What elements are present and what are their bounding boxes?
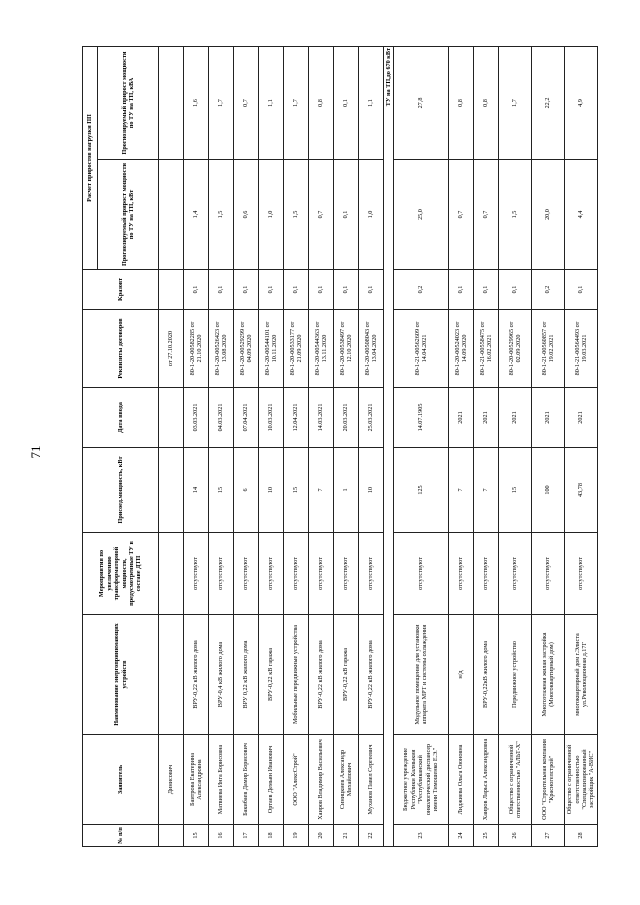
cell-num: 22 xyxy=(359,825,384,847)
cell-growth-kva: 1,7 xyxy=(499,46,532,159)
rotated-table-container xyxy=(82,47,596,847)
table-row xyxy=(474,46,499,846)
cell-growth-kw: 1,5 xyxy=(209,160,234,270)
page-number: 71 xyxy=(28,445,43,459)
table-row xyxy=(334,46,359,846)
cell-applicant: Общество с ограниченной ответственностью "АЛЬТ-Х" xyxy=(499,735,532,825)
cell-contract: 80-1-20-00529299 от 04.09.2020 xyxy=(234,310,259,388)
cell-growth-kva: 4,9 xyxy=(565,46,598,159)
cell-num: 25 xyxy=(474,825,499,847)
cell-contract: 80-1-20-00524023 от 14.09.2020 xyxy=(449,310,474,388)
cell-device: ВРУ 0,22 кВ жилого дома xyxy=(234,615,259,735)
cell-k: 0,1 xyxy=(565,270,598,310)
cell-applicant: Бюджетное учреждение Республики Калмыкия "Республиканский онкологический диспансер имени Тимошенко Е.Э." xyxy=(394,735,449,825)
cell-growth-kva: 1,7 xyxy=(209,46,234,159)
cell-k: 0,1 xyxy=(234,270,259,310)
cell-measures: отсутствуют xyxy=(184,533,209,615)
cell-num: 19 xyxy=(284,825,309,847)
cell-growth-kw: 4,4 xyxy=(565,160,598,270)
cell-growth-kw: 25,0 xyxy=(394,160,449,270)
table-row xyxy=(394,46,449,846)
cell-date: 04.03.2021 xyxy=(209,388,234,448)
cell-growth-kw: 0,6 xyxy=(234,160,259,270)
cell-measures: отсутствуют xyxy=(359,533,384,615)
cell-power: 43,78 xyxy=(565,448,598,533)
cell-measures: отсутствуют xyxy=(532,533,565,615)
table-row xyxy=(209,46,234,846)
cell-k: 0,1 xyxy=(284,270,309,310)
table-row xyxy=(359,46,384,846)
cell-growth-kw: 0,7 xyxy=(449,160,474,270)
header-num: № п/п xyxy=(83,825,159,847)
cell-k: 0,2 xyxy=(532,270,565,310)
cell-num: 28 xyxy=(565,825,598,847)
cell-num: 18 xyxy=(259,825,284,847)
cell-growth-kw: 1,5 xyxy=(284,160,309,270)
cell-applicant: Муханов Павел Сергеевич xyxy=(359,735,384,825)
cell-growth-kva: 1,1 xyxy=(359,46,384,159)
cell-k: 0,1 xyxy=(209,270,234,310)
cell-applicant: Общество с ограниченной ответственностью "Специализированный застройщик "А-ВИС" xyxy=(565,735,598,825)
table-row xyxy=(184,46,209,846)
cell-date: 12.04.2021 xyxy=(284,388,309,448)
cell-measures: отсутствуют xyxy=(284,533,309,615)
cell-num: 20 xyxy=(309,825,334,847)
cell-date: 2021 xyxy=(499,388,532,448)
cell-device: ВРУ-0,4 кВ жилого дома xyxy=(209,615,234,735)
cell-applicant: Динисович xyxy=(159,735,184,825)
header-contract: Реквизиты договоров xyxy=(83,310,159,388)
cell-contract: 80-1-20-00538497 от 12.10.2020 xyxy=(334,310,359,388)
cell-date: 2021 xyxy=(565,388,598,448)
cell-date: 2021 xyxy=(449,388,474,448)
table-row-top xyxy=(159,46,184,846)
cell-contract: 80-1-20-00508043 от 13.04.2020 xyxy=(359,310,384,388)
cell-power: 7 xyxy=(474,448,499,533)
cell-date: 14.03.2021 xyxy=(309,388,334,448)
header-k: Kразовт xyxy=(83,270,159,310)
cell-measures: отсутствуют xyxy=(234,533,259,615)
header-calc-group: Расчет приростов нагрузки ПП xyxy=(83,46,98,269)
cell-date: 14.07.1905 xyxy=(394,388,449,448)
cell-growth-kva: 0,7 xyxy=(234,46,259,159)
cell-k: 0,1 xyxy=(309,270,334,310)
cell-contract: 80-1-20-00526423 от 13.08.2020 xyxy=(209,310,234,388)
cell-growth-kw: 1,0 xyxy=(359,160,384,270)
cell-contract: 80-1-21-00562609 от 14.04.2021 xyxy=(394,310,449,388)
cell-date: 03.03.2021 xyxy=(184,388,209,448)
cell-num: 21 xyxy=(334,825,359,847)
cell-contract: 80-1-20-00582285 от 21.10.2020 xyxy=(184,310,209,388)
cell-applicant: Хаиров Владимир Васильевич xyxy=(309,735,334,825)
cell-growth-kw: 0,1 xyxy=(334,160,359,270)
cell-growth-kw: 1,4 xyxy=(184,160,209,270)
cell-device: многоквартирный дом г.Элиста ул.Революционная д.17Г xyxy=(565,615,598,735)
table-row xyxy=(565,46,598,846)
cell-applicant: ООО "Строительная компания "Красногелстрой" xyxy=(532,735,565,825)
load-growth-table xyxy=(82,46,598,847)
cell-growth-kva: 0,1 xyxy=(334,46,359,159)
cell-applicant: Ортаев Демьян Иванович xyxy=(259,735,284,825)
cell-k: 0,1 xyxy=(449,270,474,310)
cell-power: 7 xyxy=(449,448,474,533)
cell-growth-kva: 27,8 xyxy=(394,46,449,159)
cell-power: 125 xyxy=(394,448,449,533)
cell-applicant: Хаиров Ларьса Александровна xyxy=(474,735,499,825)
table-row xyxy=(234,46,259,846)
cell-device: ВРУ-0,22 кВ жилого дома xyxy=(359,615,384,735)
cell-device: Многоэтажная жилая застройка (Многоквартирный дом) xyxy=(532,615,565,735)
cell-device: н/д xyxy=(449,615,474,735)
cell-k: 0,1 xyxy=(334,270,359,310)
cell-contract: 80-1-20-00529965 от 02.09.2020 xyxy=(499,310,532,388)
cell-num: 24 xyxy=(449,825,474,847)
cell-growth-kw: 1,5 xyxy=(499,160,532,270)
cell-applicant: Бакибаев Дамир Борисович xyxy=(234,735,259,825)
cell-applicant: Лиджиева Ольга Оюновна xyxy=(449,735,474,825)
cell-k: 0,2 xyxy=(394,270,449,310)
cell-num: 17 xyxy=(234,825,259,847)
cell-measures: отсутствуют xyxy=(334,533,359,615)
header-measures: Мероприятия по увеличению трансформаторной мощности, предусмотренные ТУ в составе ДТП xyxy=(83,533,159,615)
cell-contract: 80-1-20-00544363 от 13.11.2020 xyxy=(309,310,334,388)
cell-date: 07.04.2021 xyxy=(234,388,259,448)
header-applicant: Заявитель xyxy=(83,735,159,825)
table-row xyxy=(309,46,334,846)
section-row xyxy=(384,46,394,846)
cell-k: 0,1 xyxy=(474,270,499,310)
cell-growth-kw: 0,7 xyxy=(474,160,499,270)
cell-date: 20.03.2021 xyxy=(334,388,359,448)
section-label: ТУ на ТП,до 670 кВт xyxy=(384,46,394,846)
cell-measures: отсутствуют xyxy=(259,533,284,615)
cell-device: ВРУ-0,22 кВ гаража xyxy=(259,615,284,735)
cell-contract: от 27.10.2020 xyxy=(159,310,184,388)
cell-growth-kva: 1,1 xyxy=(259,46,284,159)
cell-applicant: Синицкиев Александр Михайлович xyxy=(334,735,359,825)
cell-date: 25.03.2021 xyxy=(359,388,384,448)
cell-power: 15 xyxy=(499,448,532,533)
cell-device: ВРУ-0,22 кВ жилого дома xyxy=(184,615,209,735)
cell-date: 2021 xyxy=(532,388,565,448)
cell-applicant: Матвиева Инга Борисовна xyxy=(209,735,234,825)
cell-measures: отсутствуют xyxy=(449,533,474,615)
cell-device: Мобильные передвижные устройства xyxy=(284,615,309,735)
cell-device: ВРУ-0,22 кВ жилого дома xyxy=(309,615,334,735)
cell-power: 100 xyxy=(532,448,565,533)
cell-date: 10.03.2021 xyxy=(259,388,284,448)
cell-date: 2021 xyxy=(474,388,499,448)
cell-power: 7 xyxy=(309,448,334,533)
header-growth-kw: Прогнозируемый прирост мощности по ТУ на ТП, кВт xyxy=(98,160,159,270)
cell-growth-kva: 0,8 xyxy=(309,46,334,159)
cell-power: 14 xyxy=(184,448,209,533)
cell-growth-kva: 1,6 xyxy=(184,46,209,159)
cell-growth-kva: 0,8 xyxy=(449,46,474,159)
table-row xyxy=(499,46,532,846)
cell-contract: 80-1-21-00560857 от 19.02.2021 xyxy=(532,310,565,388)
cell-power: 15 xyxy=(284,448,309,533)
cell-device: Передвижное устройство xyxy=(499,615,532,735)
cell-contract: 80-1-20-00533177 от 21.09.2020 xyxy=(284,310,309,388)
cell-k: 0,1 xyxy=(359,270,384,310)
cell-contract: 80-1-20-00544101 от 10.11.2020 xyxy=(259,310,284,388)
header-date: Дата ввода xyxy=(83,388,159,448)
header-growth-kva: Прогнозируемый прирост мощности по ТУ на ТП, кВА xyxy=(98,46,159,159)
cell-num: 27 xyxy=(532,825,565,847)
cell-power: 10 xyxy=(259,448,284,533)
cell-power: 15 xyxy=(209,448,234,533)
cell-growth-kw: 1,0 xyxy=(259,160,284,270)
cell-device: ВРУ-0,22 кВ гаража xyxy=(334,615,359,735)
cell-power: 1 xyxy=(334,448,359,533)
cell-growth-kva: 22,2 xyxy=(532,46,565,159)
cell-measures: отсутствуют xyxy=(394,533,449,615)
cell-device: ВРУ-0,22кВ жилого дома xyxy=(474,615,499,735)
table-row xyxy=(284,46,309,846)
cell-measures: отсутствуют xyxy=(499,533,532,615)
cell-num: 26 xyxy=(499,825,532,847)
table-row xyxy=(449,46,474,846)
cell-k: 0,1 xyxy=(499,270,532,310)
cell-contract: 80-1-21-00558475 от 16.02.2021 xyxy=(474,310,499,388)
cell-measures: отсутствуют xyxy=(309,533,334,615)
cell-growth-kva: 1,7 xyxy=(284,46,309,159)
cell-num: 15 xyxy=(184,825,209,847)
cell-growth-kva: 0,8 xyxy=(474,46,499,159)
cell-power: 10 xyxy=(359,448,384,533)
cell-measures: отсутствуют xyxy=(209,533,234,615)
header-power: Присоед.мощность, кВт xyxy=(83,448,159,533)
cell-num: 23 xyxy=(394,825,449,847)
cell-contract: 80-1-21-00564493 от 19.03.2021 xyxy=(565,310,598,388)
table-row xyxy=(532,46,565,846)
cell-applicant: Баитрова Екатерина Александровна xyxy=(184,735,209,825)
cell-measures: отсутствуют xyxy=(565,533,598,615)
header-device: Наименование энергопринимающих устройств xyxy=(83,615,159,735)
table-row xyxy=(259,46,284,846)
cell-applicant: ООО "АлексСтрой" xyxy=(284,735,309,825)
cell-growth-kw: 20,0 xyxy=(532,160,565,270)
cell-measures: отсутствуют xyxy=(474,533,499,615)
cell-num: 16 xyxy=(209,825,234,847)
cell-device: Модульное помещение для установки аппарата МРТ и системы охлаждения xyxy=(394,615,449,735)
cell-power: 6 xyxy=(234,448,259,533)
cell-k: 0,1 xyxy=(184,270,209,310)
cell-growth-kw: 0,7 xyxy=(309,160,334,270)
cell-k: 0,1 xyxy=(259,270,284,310)
